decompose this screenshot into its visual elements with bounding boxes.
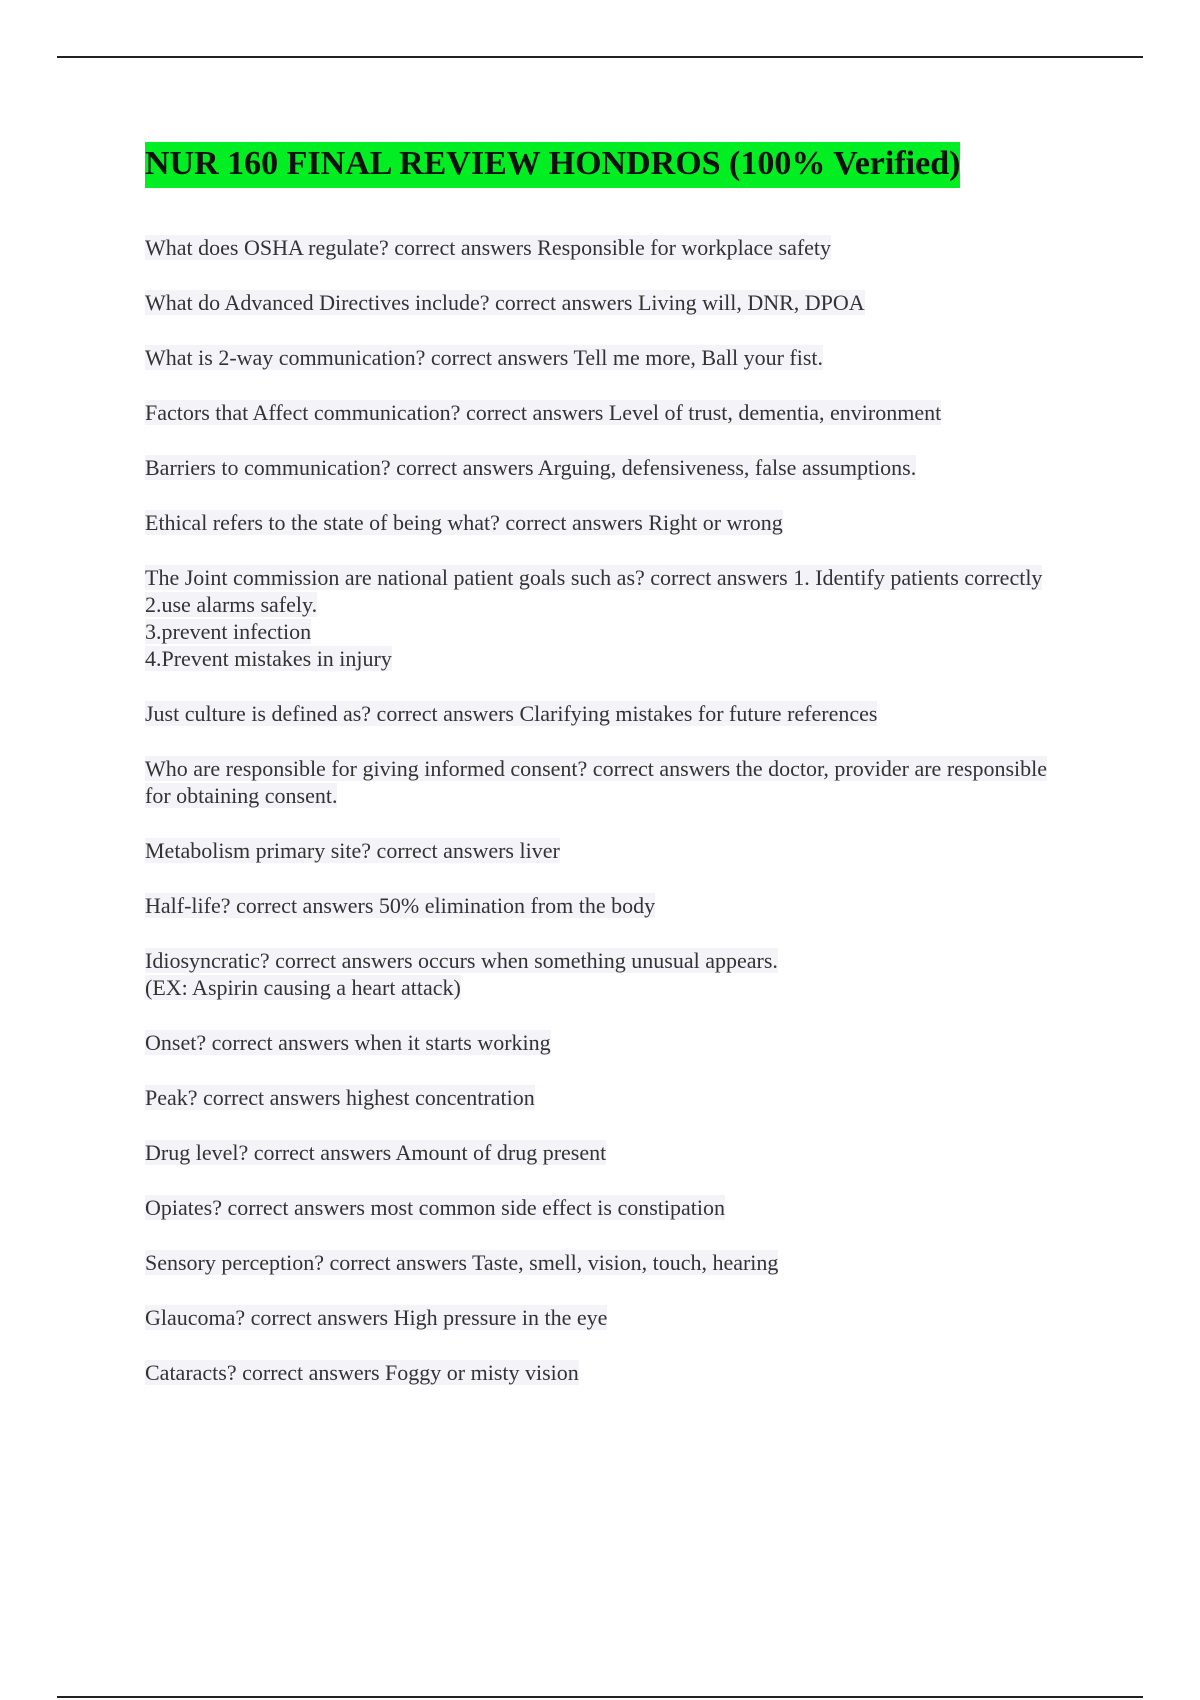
qa-text: Opiates? correct answers most common side effect is constipation (145, 1195, 725, 1220)
qa-text: Who are responsible for giving informed consent? correct answers the doctor, provider are responsible for obtaining consent. (145, 756, 1048, 808)
header-rule (57, 56, 1143, 58)
qa-text: What do Advanced Directives include? correct answers Living will, DNR, DPOA (145, 290, 865, 315)
qa-text: Onset? correct answers when it starts working (145, 1030, 551, 1055)
qa-item (145, 1249, 1065, 1276)
qa-text: Metabolism primary site? correct answers liver (145, 838, 560, 863)
qa-item (145, 509, 1065, 536)
qa-item (145, 454, 1065, 481)
qa-text: Idiosyncratic? correct answers occurs when something unusual appears. (EX: Aspirin causing a heart attack) (145, 948, 778, 1000)
qa-text: Barriers to communication? correct answers Arguing, defensiveness, false assumptions. (145, 455, 917, 480)
qa-item (145, 1304, 1065, 1331)
qa-text: Ethical refers to the state of being what? correct answers Right or wrong (145, 510, 783, 535)
qa-item (145, 892, 1065, 919)
qa-item (145, 344, 1065, 371)
qa-item (145, 755, 1065, 809)
qa-text: Just culture is defined as? correct answers Clarifying mistakes for future references (145, 701, 878, 726)
qa-item (145, 1194, 1065, 1221)
qa-item (145, 947, 1065, 1001)
qa-text: Cataracts? correct answers Foggy or misty vision (145, 1360, 579, 1385)
qa-item (145, 700, 1065, 727)
qa-text: Glaucoma? correct answers High pressure in the eye (145, 1305, 608, 1330)
qa-text: Factors that Affect communication? correct answers Level of trust, dementia, environment (145, 400, 942, 425)
qa-text: What is 2-way communication? correct answers Tell me more, Ball your fist. (145, 345, 824, 370)
qa-text: Peak? correct answers highest concentration (145, 1085, 535, 1110)
qa-text: Half-life? correct answers 50% elimination from the body (145, 893, 656, 918)
qa-item (145, 564, 1065, 672)
document-body (145, 142, 1065, 1414)
qa-text: Sensory perception? correct answers Taste, smell, vision, touch, hearing (145, 1250, 779, 1275)
qa-item (145, 1084, 1065, 1111)
document-title: NUR 160 FINAL REVIEW HONDROS (100% Verified) (145, 142, 960, 188)
qa-text: What does OSHA regulate? correct answers Responsible for workplace safety (145, 235, 832, 260)
qa-item (145, 399, 1065, 426)
qa-item (145, 289, 1065, 316)
qa-item (145, 234, 1065, 261)
qa-text: Drug level? correct answers Amount of drug present (145, 1140, 607, 1165)
qa-item (145, 1029, 1065, 1056)
footer-rule (57, 1696, 1143, 1698)
qa-item (145, 1359, 1065, 1386)
qa-item (145, 1139, 1065, 1166)
qa-list (145, 234, 1065, 1386)
qa-item (145, 837, 1065, 864)
qa-text: The Joint commission are national patient goals such as? correct answers 1. Identify patients correctly 2.use alarms safely. 3.prevent infection 4.Prevent mistakes in injury (145, 565, 1043, 671)
